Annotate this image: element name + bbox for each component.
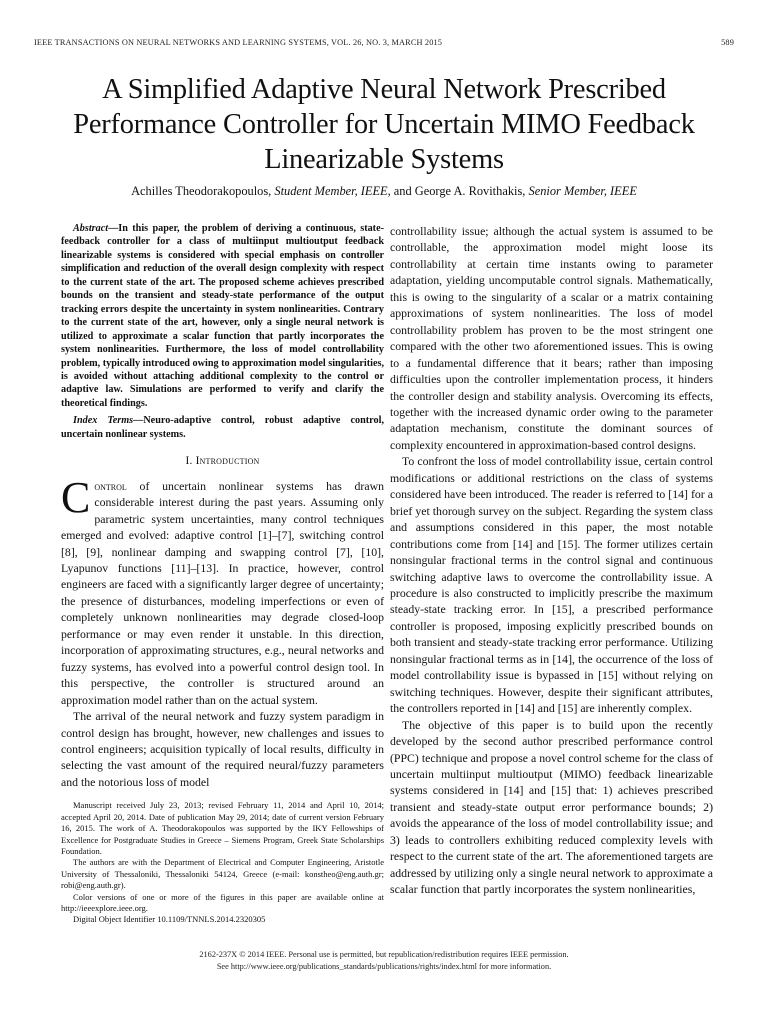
lead-small-caps: ontrol — [94, 478, 127, 493]
copyright-line: 2162-237X © 2014 IEEE. Personal use is permitted, but republication/redistribution requires IEEE permission. — [199, 950, 569, 959]
author-connector: , and George A. Rovithakis, — [387, 184, 526, 198]
section-number: I. — [185, 455, 193, 468]
permissions-line: See http://www.ieee.org/publications_standards/publications/rights/index.html for more information. — [216, 962, 552, 972]
section-title: Introduction — [195, 455, 260, 468]
index-terms-label: Index Terms — [73, 415, 134, 427]
section-heading-introduction — [61, 453, 384, 469]
right-paragraph-2: To confront the loss of model controllability issue, certain control modifications or additional restrictions on the class of systems considered have been introduced. The reader is referred to [14] for a brief yet thorough survey on the subject. Regarding the system class and assumptions considered in this paper, the most notable contributions come from [14] and [15]. The former utilizes certain nonsingular fractional terms in the control signal and continuous switching adaptive laws to overcome the controllability issue. A procedure is also constructed to implicitly prescribe the maximum steady-state tracking error. In [15], a prescribed performance controller is proposed, imposing explicitly prescribed bounds on both transient and steady-state tracking error performance. Utilizing nonsingular fractional terms as in [14], the occurrence of the loss of model controllability issue is bypassed in [15] without relying on switching techniques. However, despite their significant attributes, the controllers reported in [14] and [15] are inherently complex. — [390, 454, 713, 716]
page-number: 589 — [721, 38, 734, 47]
author-1: Achilles Theodorakopoulos, — [131, 184, 272, 198]
left-column — [61, 222, 384, 926]
intro-paragraph-2: The arrival of the neural network and fuzzy system paradigm in control design has brought, however, new challenges and issues to control engineers; acquisition typically of local results, difficulty in selecting the vast amount of the required neural/fuzzy parameters and the notorious loss of model — [61, 709, 384, 789]
right-column — [390, 223, 713, 898]
right-paragraph-3: The objective of this paper is to build upon the recently developed by the second author prescribed performance control (PPC) technique and propose a novel control scheme for the class of uncertain multiinput multioutput (MIMO) feedback linearizable systems considered in [14] and [15] that: 1) achieves prescribed transient and steady-state output error performance bounds; 2) avoids the appearance of the loss of model controllability issue; and 3) leads to controllers exhibiting reduced complexity levels with respect to the current state of the art. The aforementioned targets are addressed by utilizing only a single neural network to approximate a scalar function that partly incorporates the system nonlinearities, — [390, 717, 714, 897]
footnote-doi: Digital Object Identifier 10.1109/TNNLS.2014.2320305 — [73, 914, 266, 925]
copyright-footer — [34, 949, 734, 973]
footnote-received: Manuscript received July 23, 2013; revised February 11, 2014 and April 10, 2014; accepted April 20, 2014. Date of publication May 29, 2014; date of current version February 16, 2015. The work of A. Theodorakopoulos was supported by the IKY Fellowships of Excellence for Postgraduate Studies in Greece – Siemens Program, Greek State Scholarships Foundation. — [61, 800, 384, 856]
index-terms: Index Terms—Neuro-adaptive control, robust adaptive control, uncertain nonlinear systems. — [61, 415, 384, 440]
drop-cap: C — [61, 472, 91, 522]
right-paragraph-1: controllability issue; although the actual system is assumed to be controllable, the approximation model might loose its controllability at certain time instants owing to parameter adaptation, yielding uncomputable control signals. Mathematically, this is owing to the singularity of a scalar or a matrix containing approximations of system nonlinearities. The loss of model controllability problem has proven to be the most stringent one compared with the other two aforementioned issues. This is owing to a fundamental difference that it bears; rather than imposing difficulties upon the controller implementation process, it hinders the controller design and stability analysis. Overcoming its effects, together with the increased dynamic order owing to the parameter adaptation mechanism, constitute the dominant sources of complexity encountered in approximation-based control designs. — [390, 224, 713, 452]
abstract-label: Abstract — [73, 223, 109, 234]
footnote-color: Color versions of one or more of the figures in this paper are available online at http://ieeexplore.ieee.org. — [61, 891, 384, 913]
footnote-affiliation: The authors are with the Department of Electrical and Computer Engineering, Aristotle University of Thessaloniki, Thessaloniki 54124, Greece (e-mail: konstheo@eng.auth.gr; robi@eng.auth.gr). — [61, 857, 384, 891]
paper-title: A Simplified Adaptive Neural Network Prescribed Performance Controller for Uncertain MIMO Feedback Linearizable Systems — [73, 74, 695, 175]
intro-paragraph-1 — [61, 472, 385, 708]
journal-name: IEEE TRANSACTIONS ON NEURAL NETWORKS AND LEARNING SYSTEMS, VOL. 26, NO. 3, MARCH 2015 — [34, 38, 443, 47]
index-terms-text: Neuro-adaptive control, robust adaptive control, uncertain nonlinear systems. — [61, 415, 384, 440]
running-header — [34, 38, 734, 47]
abstract: Abstract—In this paper, the problem of deriving a continuous, state-feedback controller for a class of multiinput multioutput feedback linearizable systems is considered with special emphasis on controller simplification and reduction of the overall design complexity with respect to the current state of the art. The proposed scheme achieves prescribed bounds on the transient and steady-state performance of the output tracking errors despite the uncertainty in system nonlinearities. Contrary to the current state of the art, however, only a single neural network is utilized to approximate a scalar function that partly incorporates the system nonlinearities. Furthermore, the loss of model controllability problem, typically introduced owing to approximation model singularities, is avoided without attaching additional complexity to the control or adaptive law. Simulations are performed to verify and clarify the theoretical findings. — [61, 223, 384, 409]
author-1-role: Student Member, IEEE — [274, 184, 388, 198]
author-line — [40, 184, 728, 199]
abstract-text: In this paper, the problem of deriving a continuous, state-feedback controller for a class of multiinput multioutput feedback linearizable systems is considered with special emphasis on controller simplification and reduction of the overall design complexity with respect to the current state of the art. The proposed scheme achieves prescribed bounds on the transient and steady-state performance of the output tracking errors despite the uncertainty in system nonlinearities. Contrary to the current state of the art, however, only a single neural network is utilized to approximate a scalar function that partly incorporates the system nonlinearities. Furthermore, the loss of model controllability problem, typically introduced owing to approximation model singularities, is avoided without attaching additional complexity to the control or adaptive law. Simulations are performed to verify and clarify the theoretical findings. — [61, 223, 384, 409]
author-2-role: Senior Member, IEEE — [528, 184, 637, 198]
intro-paragraph-1-text: of uncertain nonlinear systems has drawn considerable interest during the past years. Assuming only parametric system uncertainties, many control techniques emerged and evolved: adaptive control [1]–[7], switching control [8], [9], nonlinear damping and swapping control [7], [10], Lyapunov functions [11]–[13]. In practice, however, control engineers are faced with a significantly larger degree of uncertainty; the presence of disturbances, modeling imperfections or even of completely unknown nonlinearities may degrade closed-loop performance or may even render it unstable. In this direction, incorporation of approximating structures, e.g., neural networks and fuzzy systems, has evolved into a powerful control design tool. In this perspective, the controller is structured around an approximation model rather than on the actual system. — [61, 478, 385, 707]
